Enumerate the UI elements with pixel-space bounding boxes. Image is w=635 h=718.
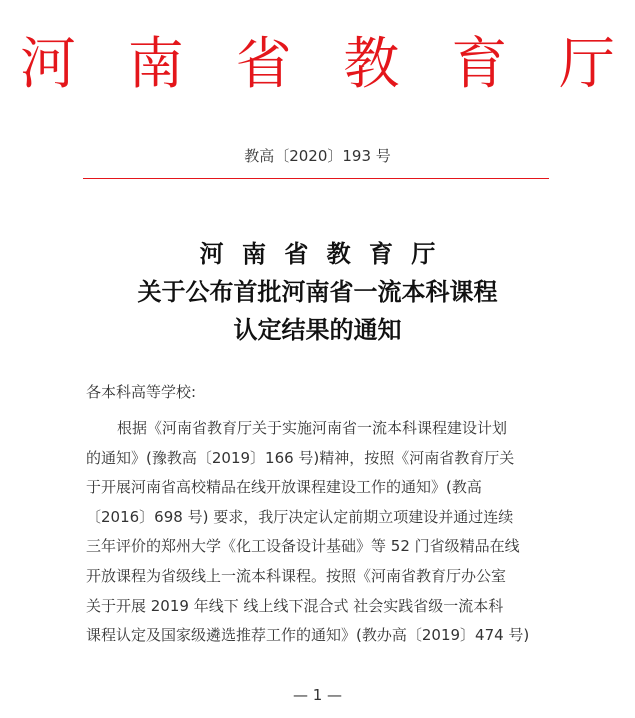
body-line: 课程认定及国家级遴选推荐工作的通知》(教办高〔2019〕474 号) [86,626,530,645]
document-title-line-3: 认定结果的通知 [233,315,402,344]
body-line: 关于开展 2019 年线下 线上线下混合式 社会实践省级一流本科 [86,596,504,615]
salutation: 各本科高等学校: [86,383,197,401]
body-line: 根据《河南省教育厅关于实施河南省一流本科课程建设计划 [117,419,508,437]
letterhead-title: 河 南 省 教 育 厅 [19,32,632,97]
page-number: — 1 — [292,686,343,704]
body-line: 三年评价的郑州大学《化工设备设计基础》等 52 门省级精品在线 [86,537,520,556]
red-divider-line [83,178,549,179]
body-line: 开放课程为省级线上一流本科课程。按照《河南省教育厅办公室 [86,566,507,585]
body-text [86,414,556,651]
document-title-line-1: 河 南 省 教 育 厅 [199,239,441,268]
document-title-line-2: 关于公布首批河南省一流本科课程 [137,277,498,306]
body-line: 〔2016〕698 号) 要求，我厅决定认定前期立项建设并通过连续 [86,507,514,526]
body-line: 于开展河南省高校精品在线开放课程建设工作的通知》(教高 [86,478,482,497]
body-line: 的通知》(豫教高〔2019〕166 号)精神，按照《河南省教育厅关 [86,448,515,467]
document-number: 教高〔2020〕193 号 [244,147,391,165]
